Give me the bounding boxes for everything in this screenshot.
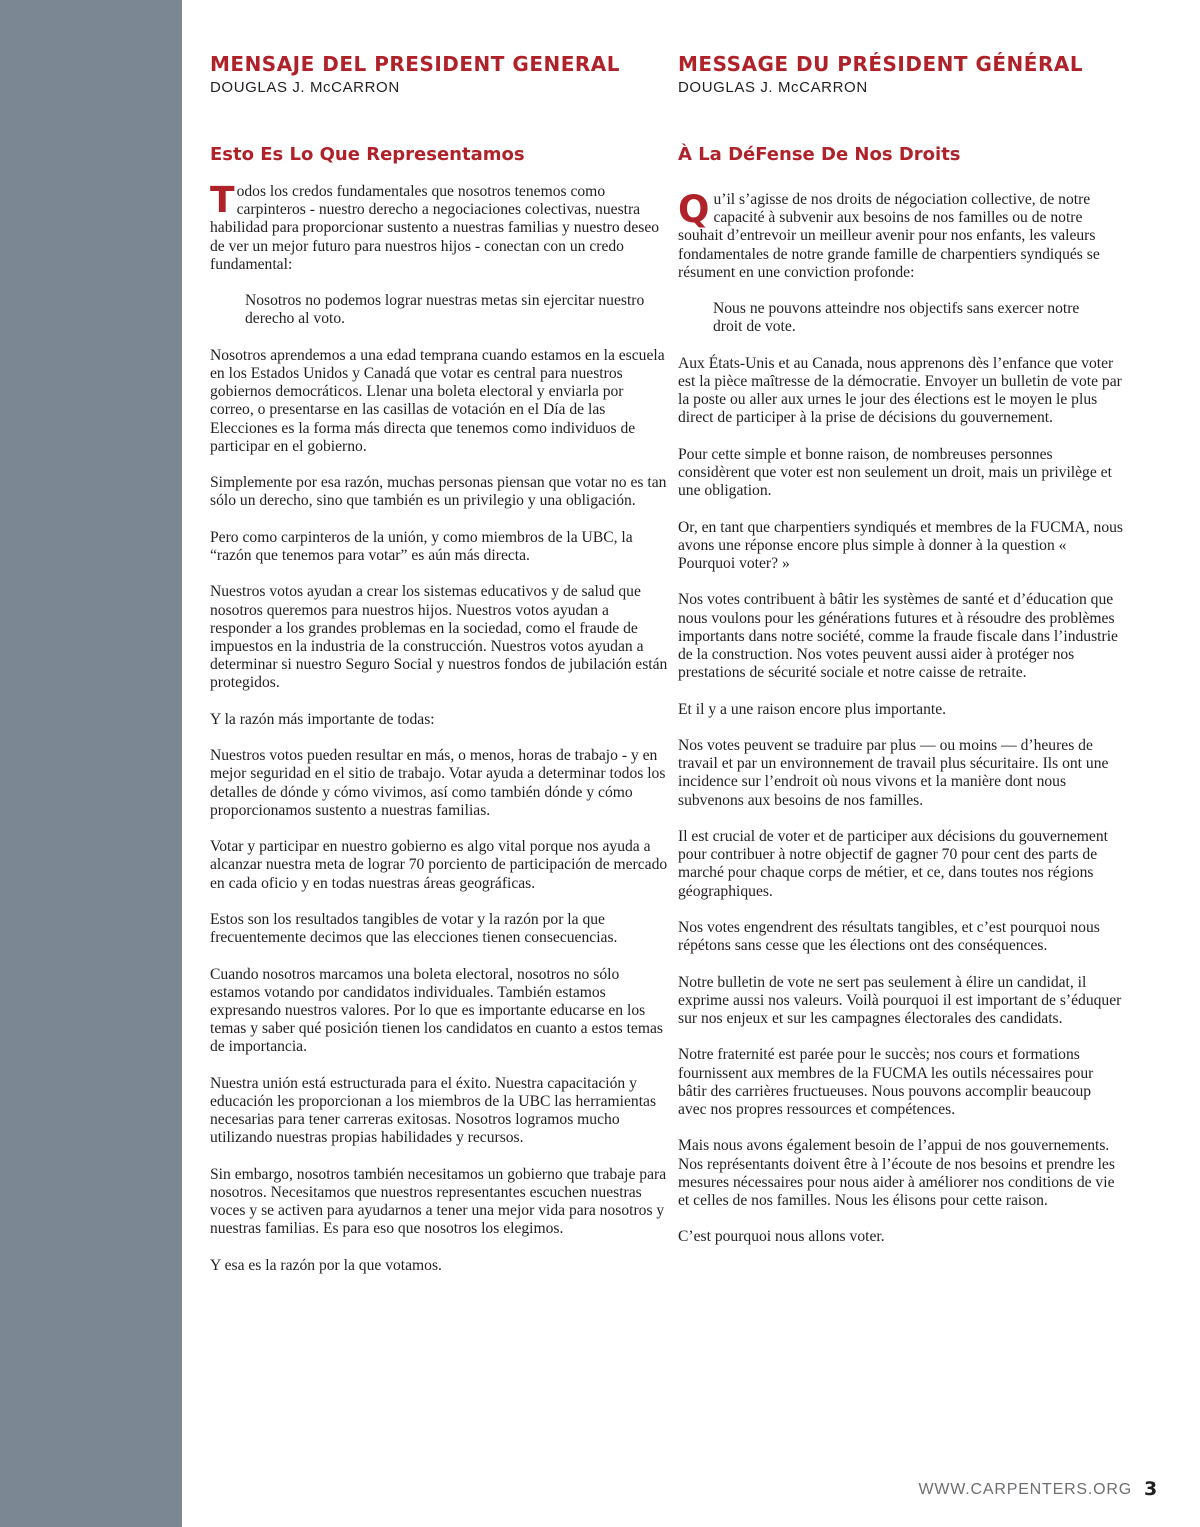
quote-es: Nosotros no podemos lograr nuestras metas sin ejercitar nuestro derecho al voto. xyxy=(245,292,645,328)
header-title-fr: MESSAGE DU PRÉSIDENT GÉNÉRAL xyxy=(678,52,1084,76)
paragraph-fr: Aux États-Unis et au Canada, nous apprenons dès l’enfance que voter est la pièce maîtresse de la démocratie. Envoyer un bulletin de vote par la poste ou aller aux urnes le jour des élections est le moyen le plus direct de participer à la prise de décisions du gouvernement. xyxy=(678,354,1122,427)
paragraph-fr: Nos votes engendrent des résultats tangibles, et c’est pourquoi nous répétons sans cesse que les élections ont des conséquences. xyxy=(678,918,1100,955)
dropcap-fr: Q xyxy=(678,188,710,231)
sidebar-band xyxy=(0,0,182,1527)
paragraph-es: Pero como carpinteros de la unión, y como miembros de la UBC, la “razón que tenemos para votar” es aún más directa. xyxy=(210,528,633,564)
header-title-es: MENSAJE DEL PRESIDENT GENERAL xyxy=(210,52,620,76)
paragraph-es: Nuestros votos ayudan a crear los sistemas educativos y de salud que nosotros queremos para nuestros hijos. Nuestros votos ayudan a responder a los grandes problemas en la sociedad, como el fraude de impuestos en la industria de la construcción. Nuestros votos ayudan a determinar si nuestro Seguro Social y nuestros fondos de jubilación están protegidos. xyxy=(210,583,668,692)
paragraph-es: Y la razón más importante de todas: xyxy=(210,710,435,728)
paragraph-es: Y esa es la razón por la que votamos. xyxy=(210,1256,442,1274)
header-name-fr: DOUGLAS J. McCARRON xyxy=(678,79,868,96)
dropcap-es: T xyxy=(210,180,235,221)
footer-url: WWW.CARPENTERS.ORG xyxy=(918,1481,1132,1498)
paragraph-fr: Et il y a une raison encore plus importante. xyxy=(678,700,947,718)
paragraph-es: Estos son los resultados tangibles de votar y la razón por la que frecuentemente decimos que las elecciones tienen consecuencias. xyxy=(210,910,618,947)
paragraph-es: Nosotros aprendemos a una edad temprana cuando estamos en la escuela en los Estados Unidos y Canadá que votar es central para nuestros gobiernos democráticos. Llenar una boleta electoral y enviarla por correo, o presentarse en las casillas de votación en el Día de las Elecciones es la forma más directa que tenemos como individuos de participar en el gobierno. xyxy=(210,346,665,455)
paragraph-es: Nuestros votos pueden resultar en más, o menos, horas de trabajo - y en mejor seguridad en el sitio de trabajo. Votar ayuda a determinar todos los detalles de dónde y cómo vivimos, así como también dónde y cómo proporcionamos sustento a nuestras familias. xyxy=(210,747,666,819)
paragraph-fr: Nos votes contribuent à bâtir les systèmes de santé et d’éducation que nous voulons pour les générations futures et à résoudre des problèmes importants dans notre société, comme la fraude fiscale dans l’industrie de la construction. Nos votes peuvent aussi aider à protéger nos prestations de sécurité sociale et notre caisse de retraite. xyxy=(678,591,1118,682)
paragraph-fr: Notre fraternité est parée pour le succès; nos cours et formations fournissent aux membres de la FUCMA les outils nécessaires pour bâtir des carrières fructueuses. Nous pouvons accomplir beaucoup avec nos propres ressources et compétences. xyxy=(678,1046,1094,1118)
paragraph-es: Sin embargo, nosotros también necesitamos un gobierno que trabaje para nosotros. Necesitamos que nuestros representantes escuchen nuestras voces y se activen para ayudarnos a tener una mejor vida para nosotros y nuestras familias. Es para eso que nosotros los elegimos. xyxy=(210,1165,667,1238)
paragraph-fr: Pour cette simple et bonne raison, de nombreuses personnes considèrent que voter est non seulement un droit, mais un privilège et une obligation. xyxy=(678,445,1112,500)
paragraph-es: Simplemente por esa razón, muchas personas piensan que votar no es tan sólo un derecho, sino que también es un privilegio y una obligación. xyxy=(210,474,667,510)
paragraph-fr: Mais nous avons également besoin de l’appui de nos gouvernements. Nos représentants doivent être à l’écoute de nos besoins et prendre les mesures nécessaires pour nous aider à améliorer nos conditions de vie et celles de nos familles. Nous les élisons pour cette raison. xyxy=(678,1137,1115,1209)
first-paragraph-es xyxy=(210,180,670,274)
first-paragraph-fr xyxy=(678,188,1123,282)
page-number: 3 xyxy=(1144,1478,1158,1500)
paragraph-es: Votar y participar en nuestro gobierno es algo vital porque nos ayuda a alcanzar nuestra meta de lograr 70 porciento de participación de mercado en cada oficio y en todas nuestras áreas geográficas. xyxy=(210,838,668,892)
section-title-fr: À La DéFense De Nos Droits xyxy=(678,144,961,165)
paragraph-fr: Nos votes peuvent se traduire par plus — ou moins — d’heures de travail et par un environnement de travail plus sécuritaire. Ils ont une incidence sur l’endroit où nous vivons et la manière dont nous subvenons aux besoins de nos familles. xyxy=(678,736,1109,809)
paragraph-es: Cuando nosotros marcamos una boleta electoral, nosotros no sólo estamos votando por candidatos individuales. También estamos expresando nuestros valores. Por lo que es importante educarse en los temas y saber qué posición tienen los candidatos en cuanto a estos temas de importancia. xyxy=(210,965,663,1056)
article-body-es xyxy=(210,180,670,1293)
paragraph-fr: Notre bulletin de vote ne sert pas seulement à élire un candidat, il exprime aussi nos valeurs. Voilà pourquoi il est important de s’éduquer sur nos enjeux et sur les campagnes électorales des candidats. xyxy=(678,973,1122,1027)
section-title-es: Esto Es Lo Que Representamos xyxy=(210,144,525,165)
first-paragraph-text-es: odos los credos fundamentales que nosotros tenemos como carpinteros - nuestro derecho a negociaciones colectivas, nuestra habilidad para proporcionar sustento a nuestras familias y nuestro deseo de ver un mejor futuro para nuestros hijos - conectan con un credo fundamental: xyxy=(210,183,660,273)
paragraph-fr: Or, en tant que charpentiers syndiqués et membres de la FUCMA, nous avons une réponse encore plus simple à donner à la question « Pourquoi voter? » xyxy=(678,518,1124,572)
first-paragraph-text-fr: u’il s’agisse de nos droits de négociation collective, de notre capacité à subvenir aux besoins de nos familles ou de notre souhait d’entrevoir un meilleur avenir pour nos enfants, les valeurs fondamentales de notre grande famille de charpentiers syndiqués se résument en une conviction profonde: xyxy=(678,191,1100,281)
paragraph-es: Nuestra unión está estructurada para el éxito. Nuestra capacitación y educación les proporcionan a los miembros de la UBC las herramientas necesarias para tener carreras exitosas. Nosotros logramos mucho utilizando nuestras propias habilidades y recursos. xyxy=(210,1074,657,1147)
article-body-fr xyxy=(678,188,1124,1265)
paragraph-fr: C’est pourquoi nous allons voter. xyxy=(678,1228,885,1246)
quote-fr: Nous ne pouvons atteindre nos objectifs sans exercer notre droit de vote. xyxy=(713,300,1080,336)
header-name-es: DOUGLAS J. McCARRON xyxy=(210,79,400,96)
paragraph-fr: Il est crucial de voter et de participer aux décisions du gouvernement pour contribuer à notre objectif de gagner 70 pour cent des parts de marché pour chaque corps de métier, et ce, dans toutes nos régions géographiques. xyxy=(678,827,1108,900)
